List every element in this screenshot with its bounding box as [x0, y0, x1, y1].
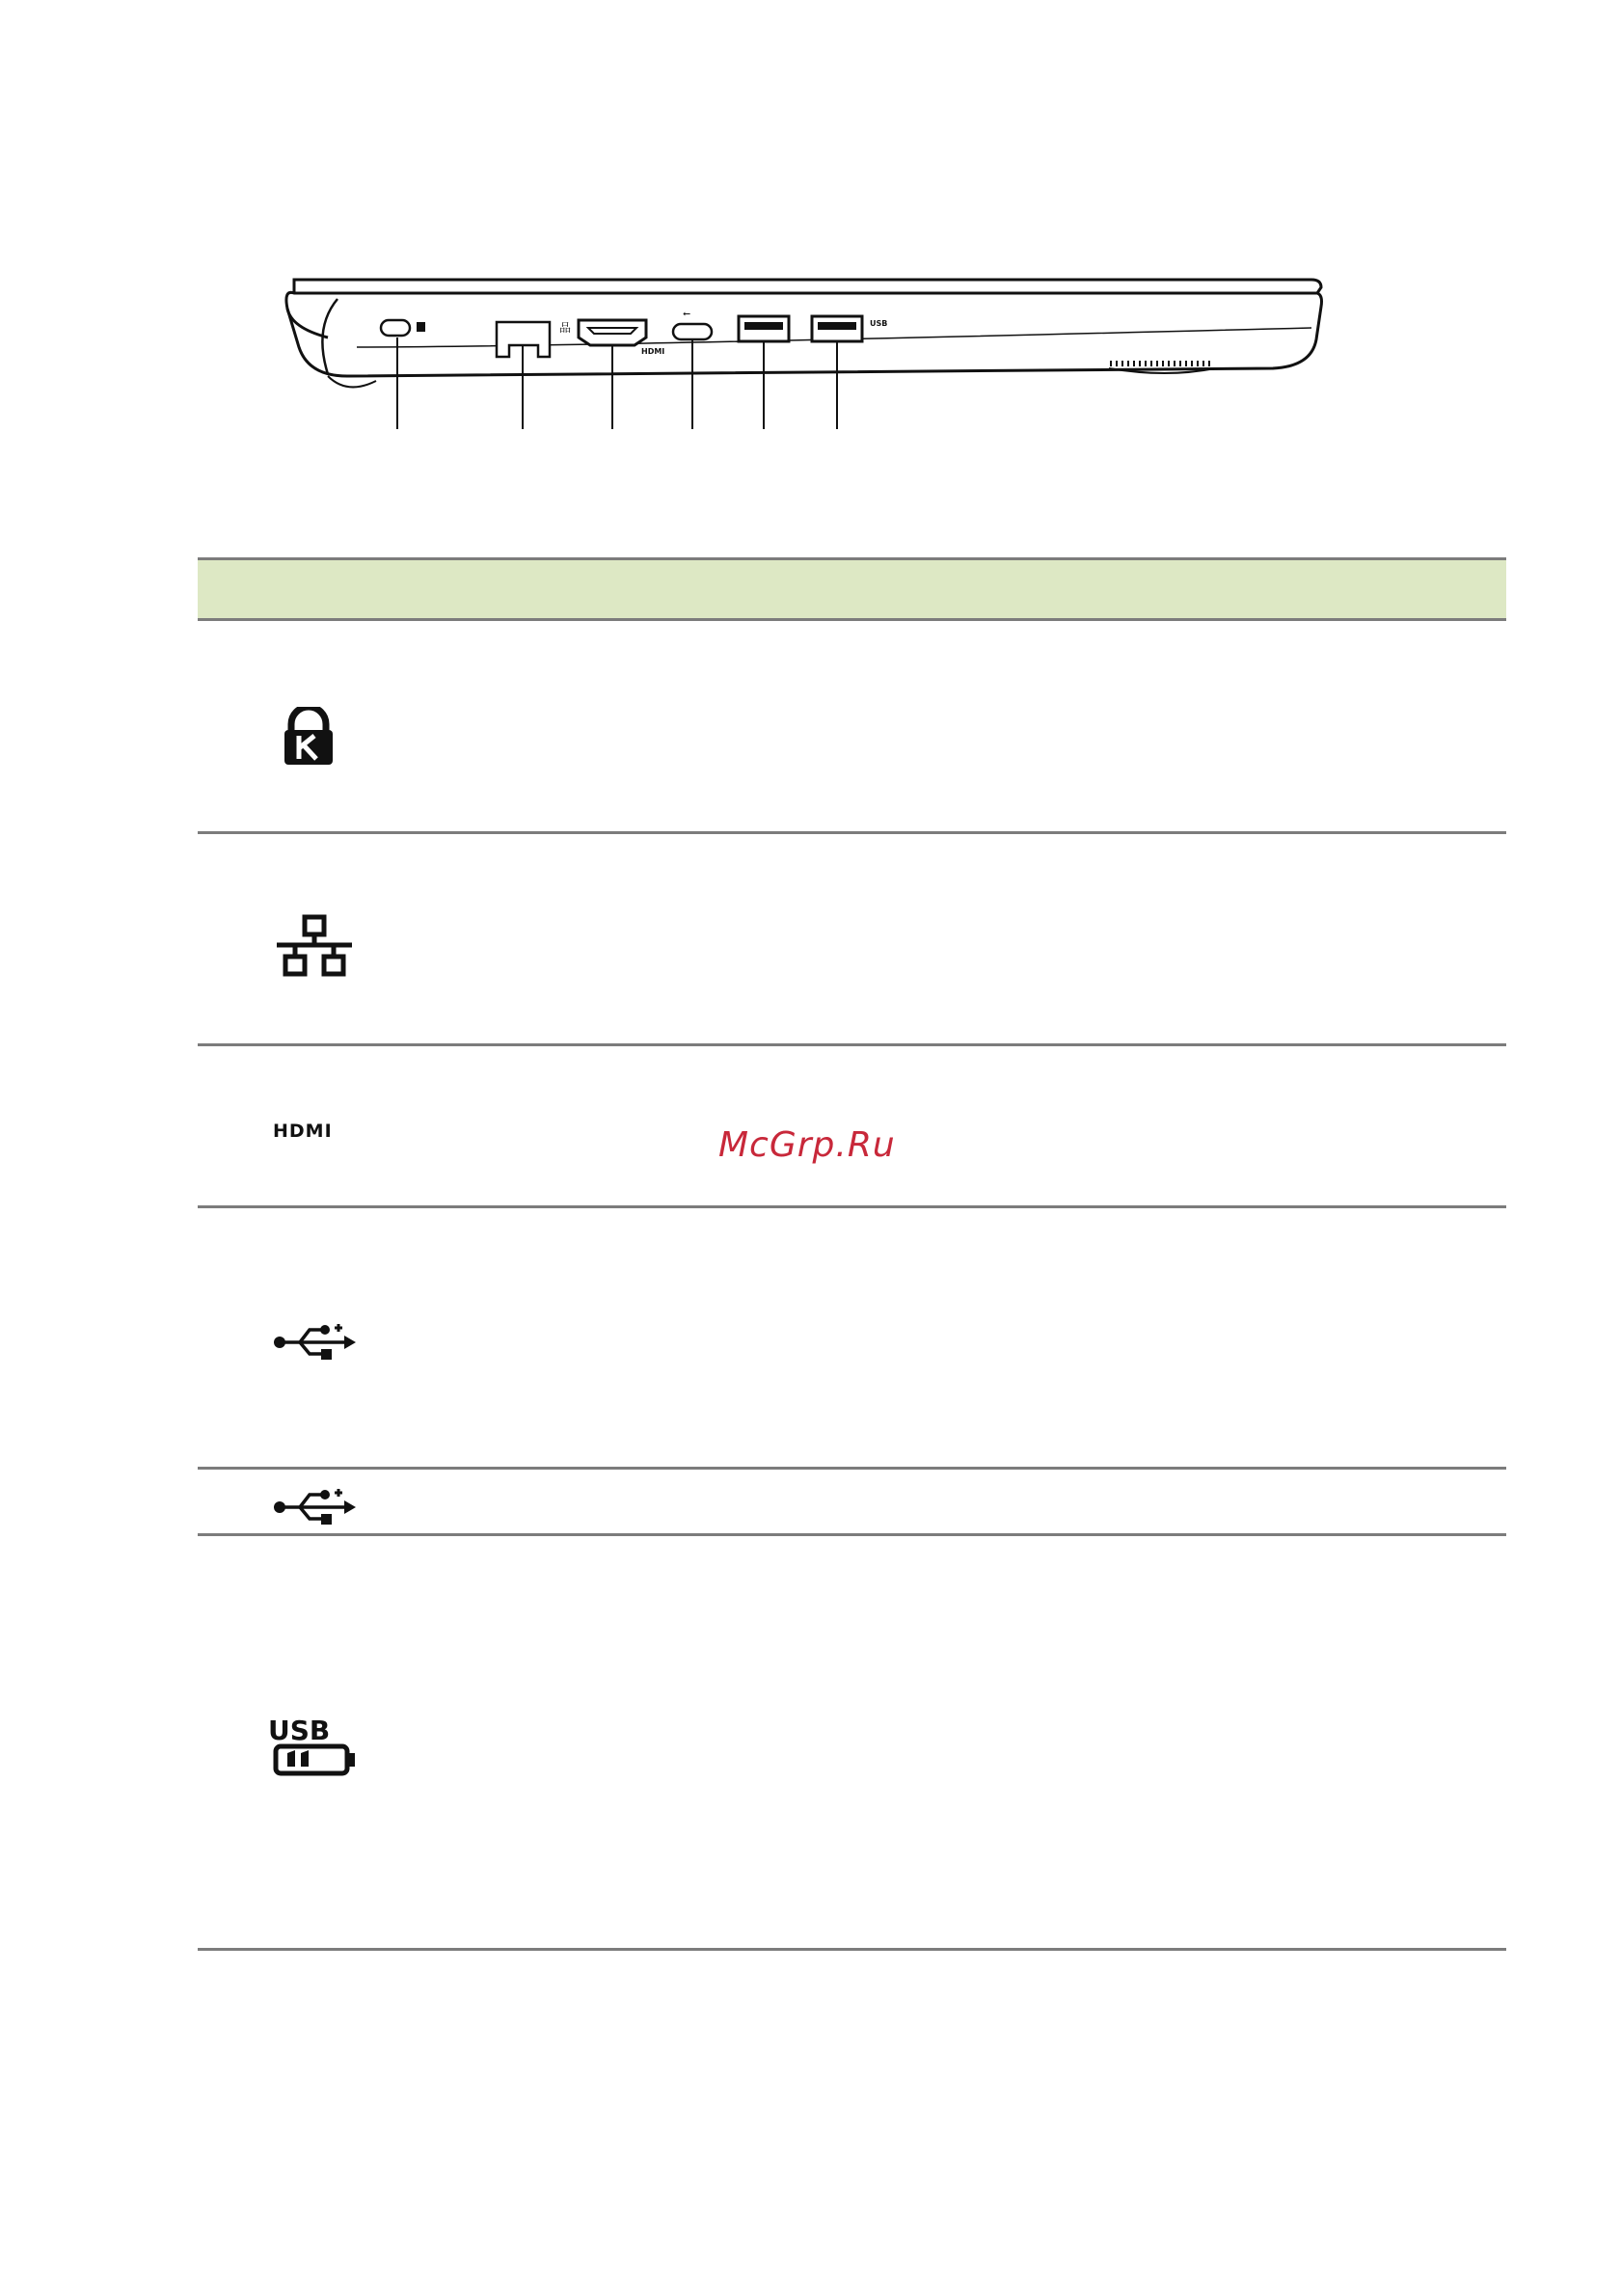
svg-text:品: 品 [559, 321, 572, 335]
diagram-usb-label: USB [870, 319, 888, 328]
hdmi-icon [273, 1121, 356, 1140]
row-divider [198, 1205, 1506, 1208]
laptop-left-side-diagram [270, 260, 1340, 444]
svg-text:USB: USB [268, 1715, 331, 1746]
svg-text:⭠: ⭠ [683, 309, 690, 319]
svg-text:HDMI: HDMI [273, 1121, 333, 1140]
ethernet-network-icon [275, 914, 354, 978]
kensington-lock-icon [282, 707, 336, 765]
row-divider [198, 831, 1506, 834]
table-header [198, 557, 1506, 621]
watermark-text: McGrp.Ru [718, 1125, 896, 1165]
row-divider [198, 1948, 1506, 1951]
row-divider [198, 1043, 1506, 1046]
row-divider [198, 1467, 1506, 1470]
usb-icon [273, 1488, 356, 1526]
row-divider [198, 1533, 1506, 1536]
usb-type-c-icon [273, 1323, 356, 1362]
diagram-hdmi-label: HDMI [641, 347, 665, 356]
usb-charging-icon [268, 1715, 359, 1776]
